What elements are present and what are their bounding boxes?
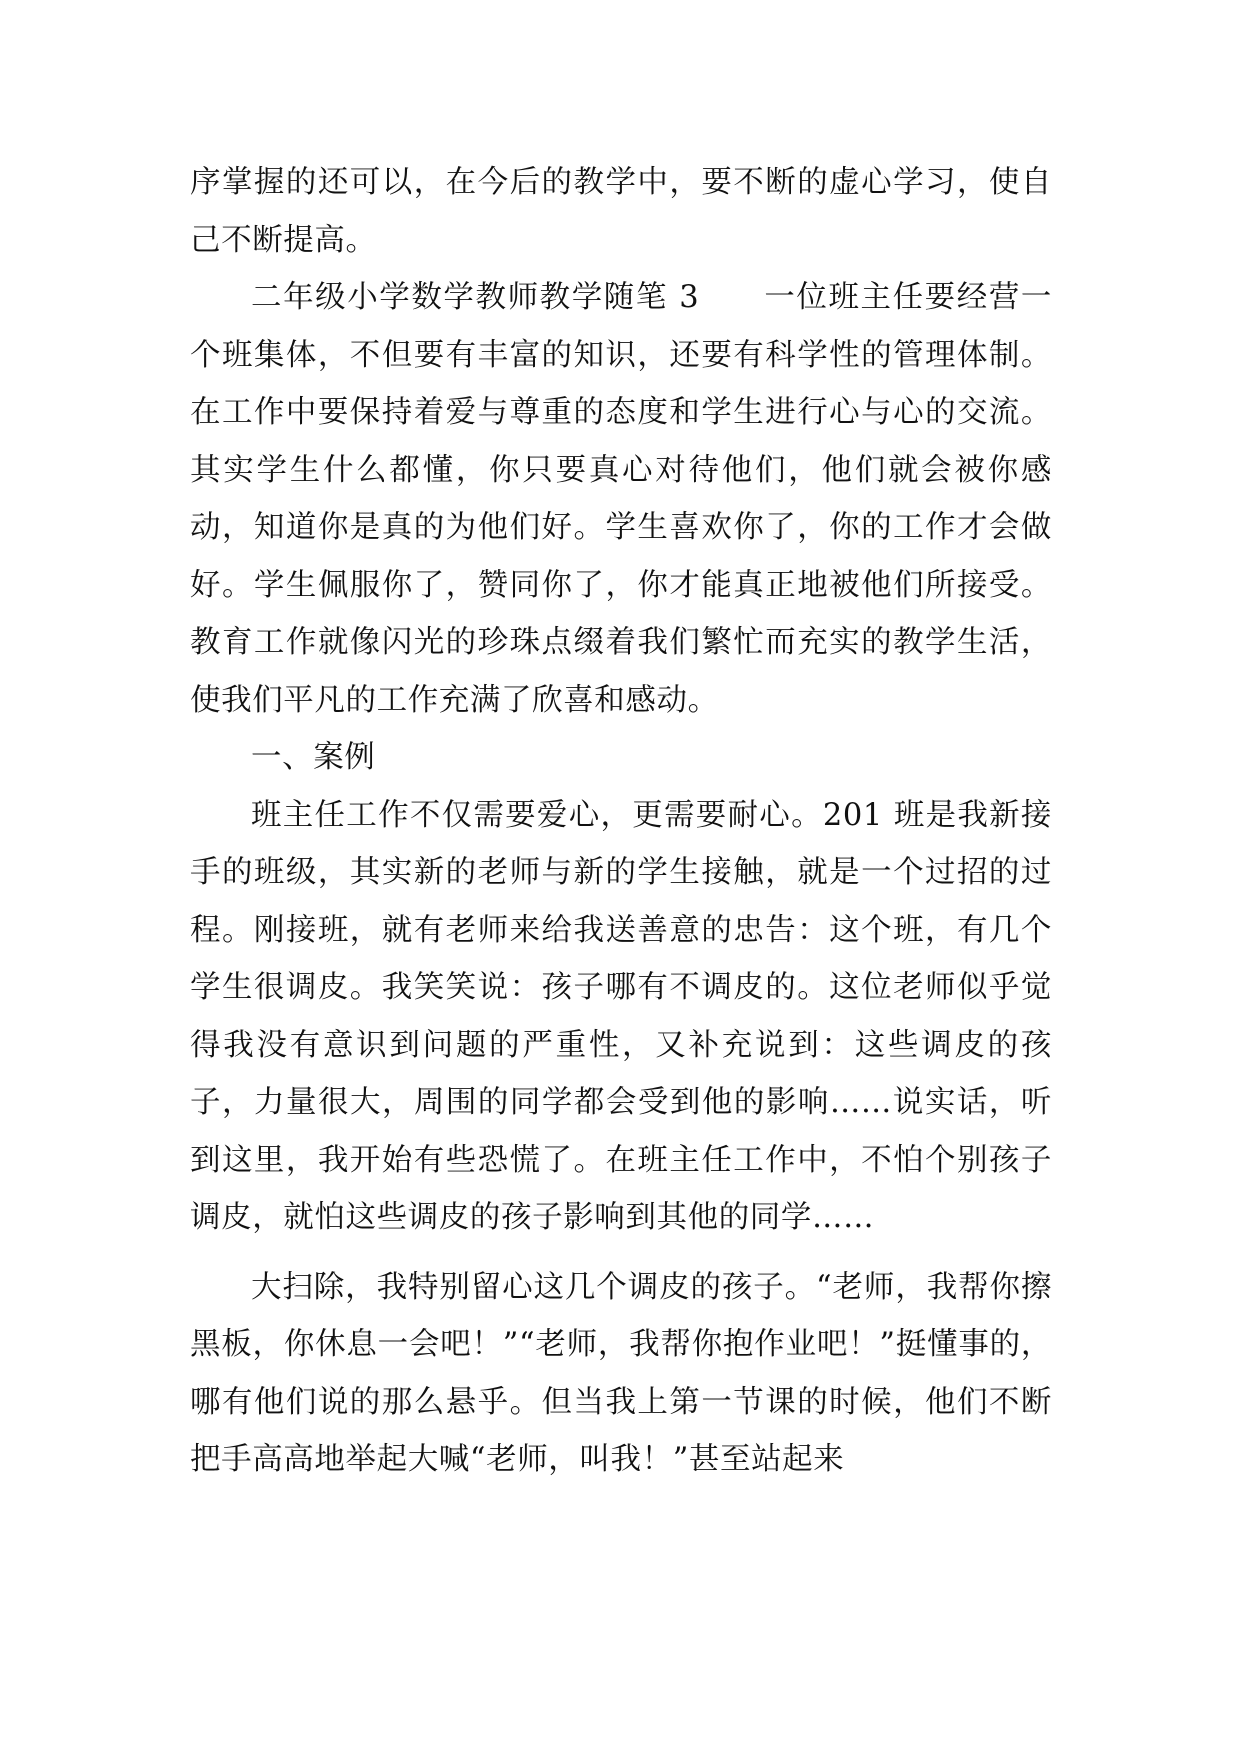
paragraph-essay-3-intro: 二年级小学数学教师教学随笔 3 一位班主任要经营一个班集体，不但要有丰富的知识，还要有科学性的管理体制。在工作中要保持着爱与尊重的态度和学生进行心与心的交流。其实学生什么都懂，你只要真心对待他们，他们就会被你感动，知道你是真的为他们好。学生喜欢你了，你的工作才会做好。学生佩服你了，赞同你了，你才能真正地被他们所接受。教育工作就像闪光的珍珠点缀着我们繁忙而充实的教学生活，使我们平凡的工作充满了欣喜和感动。 (190, 280, 1052, 718)
section-heading-case: 一、案例 (251, 740, 376, 775)
paragraph-continuation: 序掌握的还可以，在今后的教学中，要不断的虚心学习，使自己不断提高。 (190, 165, 1052, 258)
body-text (190, 154, 1052, 1489)
paragraph-cleaning-day: 大扫除，我特别留心这几个调皮的孩子。“老师，我帮你擦黑板，你休息一会吧！”“老师，我帮你抱作业吧！”挺懂事的，哪有他们说的那么悬乎。但当我上第一节课的时候，他们不断把手高高地举起大喊“老师，叫我！”甚至站起来 (190, 1269, 1052, 1477)
paragraph-case-story: 班主任工作不仅需要爱心，更需要耐心。201 班是我新接手的班级，其实新的老师与新的学生接触，就是一个过招的过程。刚接班，就有老师来给我送善意的忠告：这个班，有几个学生很调皮。我笑笑说：孩子哪有不调皮的。这位老师似乎觉得我没有意识到问题的严重性，又补充说到：这些调皮的孩子，力量很大，周围的同学都会受到他的影响……说实话，听到这里，我开始有些恐慌了。在班主任工作中，不怕个别孩子调皮，就怕这些调皮的孩子影响到其他的同学…… (190, 797, 1052, 1235)
